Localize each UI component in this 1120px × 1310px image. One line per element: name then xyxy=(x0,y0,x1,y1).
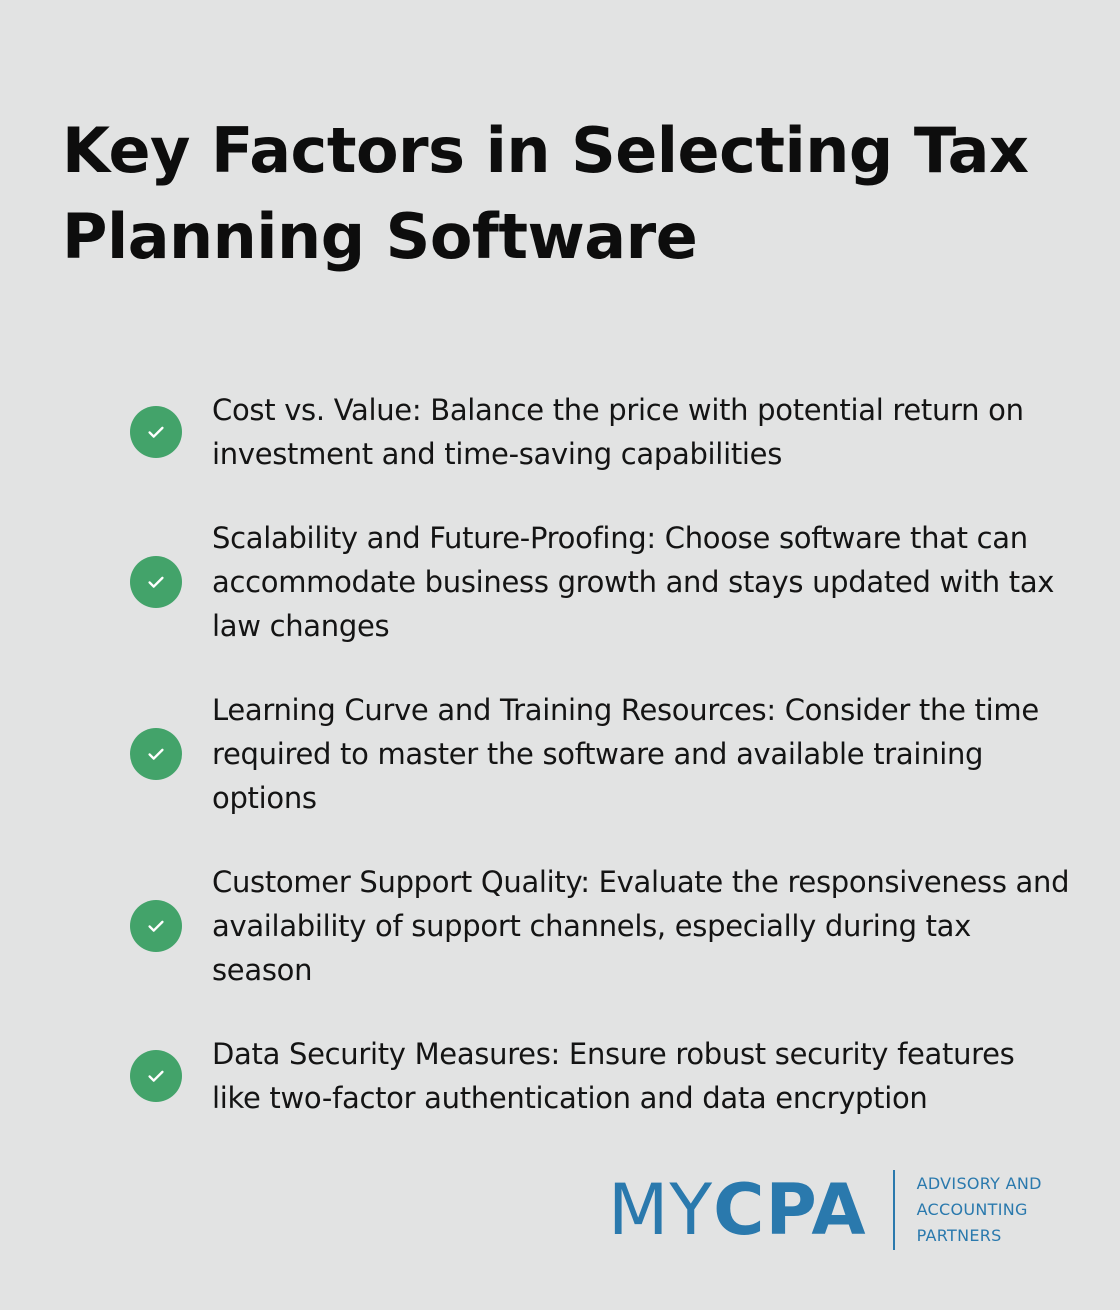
brand-tagline xyxy=(917,1171,1042,1249)
brand-tagline-line: ADVISORY AND xyxy=(916,1174,1042,1193)
brand-name-bold: CPA xyxy=(713,1169,867,1251)
list-item xyxy=(130,840,1070,1012)
factor-list xyxy=(130,368,1070,1140)
list-item xyxy=(130,496,1070,668)
page-title: Key Factors in Selecting Tax Planning Software xyxy=(62,114,1029,273)
list-item-text: Customer Support Quality: Evaluate the responsiveness and availability of support channels, especially during tax season xyxy=(212,865,1070,987)
brand-logo xyxy=(608,1168,1042,1252)
check-icon xyxy=(130,1050,182,1102)
list-item-text: Cost vs. Value: Balance the price with potential return on investment and time-saving capabilities xyxy=(212,393,1024,471)
brand-divider xyxy=(893,1170,895,1250)
brand-wordmark xyxy=(608,1169,867,1251)
check-icon xyxy=(130,900,182,952)
list-item-text: Scalability and Future-Proofing: Choose software that can accommodate business growth and stays updated with tax law changes xyxy=(212,521,1055,643)
list-item xyxy=(130,668,1070,840)
brand-tagline-line: PARTNERS xyxy=(916,1226,1002,1245)
brand-name-light: MY xyxy=(608,1169,714,1251)
check-icon xyxy=(130,406,182,458)
list-item-text: Data Security Measures: Ensure robust security features like two-factor authentication and data encryption xyxy=(212,1037,1015,1115)
list-item xyxy=(130,1012,1070,1140)
list-item-text: Learning Curve and Training Resources: Consider the time required to master the software and available training options xyxy=(212,693,1039,815)
check-icon xyxy=(130,556,182,608)
brand-tagline-line: ACCOUNTING xyxy=(916,1200,1028,1219)
check-icon xyxy=(130,728,182,780)
list-item xyxy=(130,368,1070,496)
